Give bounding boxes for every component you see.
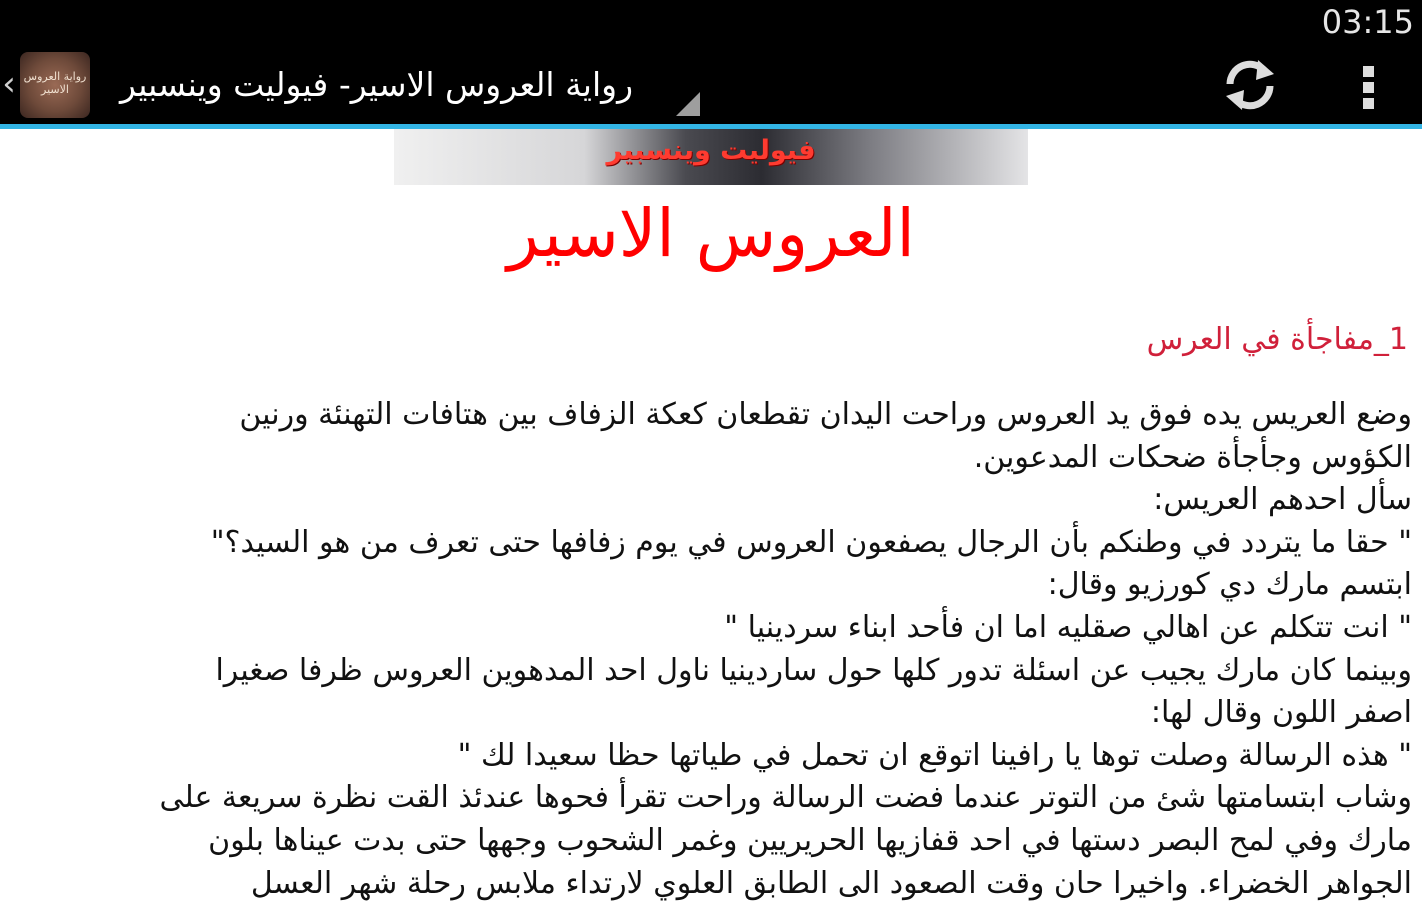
story-line: اصفر اللون وقال لها: <box>1150 695 1412 731</box>
story-line: " هذه الرسالة وصلت توها يا رافينا اتوقع ان تحمل في طياتها حظا سعيدا لك " <box>457 737 1412 773</box>
refresh-button[interactable] <box>1218 54 1282 116</box>
story-line: الكؤوس وجأجأة ضحكات المدعوين. <box>973 439 1412 475</box>
story-line: سأل احدهم العريس: <box>1153 482 1412 518</box>
status-bar <box>0 0 1422 46</box>
banner-author-name: فيوليت وينسبير <box>606 135 816 166</box>
overflow-menu-button[interactable] <box>1346 54 1392 116</box>
chapter-heading: 1_مفاجأة في العرس <box>1146 322 1408 357</box>
up-navigation-icon[interactable]: ‹ <box>2 64 16 104</box>
story-text <box>20 394 1412 905</box>
story-line: الجواهر الخضراء. واخيرا حان وقت الصعود الى الطابق العلوي لارتداء ملابس رحلة شهر العسل <box>250 865 1412 901</box>
story-line: مارك وفي لمح البصر دستها في احد قفازيها الحريريين وغمر الشحوب وجهها حتى بدت عيناها بلون <box>208 822 1412 858</box>
spinner-indicator-icon[interactable] <box>676 92 700 116</box>
overflow-dot <box>1363 66 1374 77</box>
story-line: وضع العريس يده فوق يد العروس وراحت اليدان تقطعان كعكة الزفاف بين هتافات التهنئة ورنين <box>239 397 1412 432</box>
refresh-icon <box>1218 54 1282 116</box>
action-bar-title[interactable]: رواية العروس الاسير- فيوليت وينسبير <box>120 65 633 104</box>
story-line: " حقا ما يتردد في وطنكم بأن الرجال يصفعون العروس في يوم زفافها حتى تعرف من هو السيد؟" <box>210 524 1412 560</box>
status-clock: 03:15 <box>1321 3 1414 41</box>
story-line: ابتسم مارك دي كورزيو وقال: <box>1047 567 1412 603</box>
story-line: وشاب ابتسامتها شئ من التوتر عندما فضت الرسالة وراحت تقرأ فحوها عندئذ القت نظرة سريعة على <box>159 780 1412 816</box>
app-icon-label: رواية العروس الاسير <box>23 70 87 96</box>
overflow-dot <box>1363 82 1374 93</box>
book-title: العروس الاسير <box>507 195 915 272</box>
app-icon[interactable] <box>20 52 90 118</box>
story-line: وبينما كان مارك يجيب عن اسئلة تدور كلها حول ساردينيا ناول احد المدهوين العروس ظرفا صغيرا <box>215 652 1412 688</box>
cover-banner-image <box>394 129 1028 185</box>
action-bar <box>0 46 1422 124</box>
overflow-dot <box>1363 98 1374 109</box>
story-line: " انت تتكلم عن اهالي صقليه اما ان فأحد ابناء سردينيا " <box>724 609 1412 645</box>
